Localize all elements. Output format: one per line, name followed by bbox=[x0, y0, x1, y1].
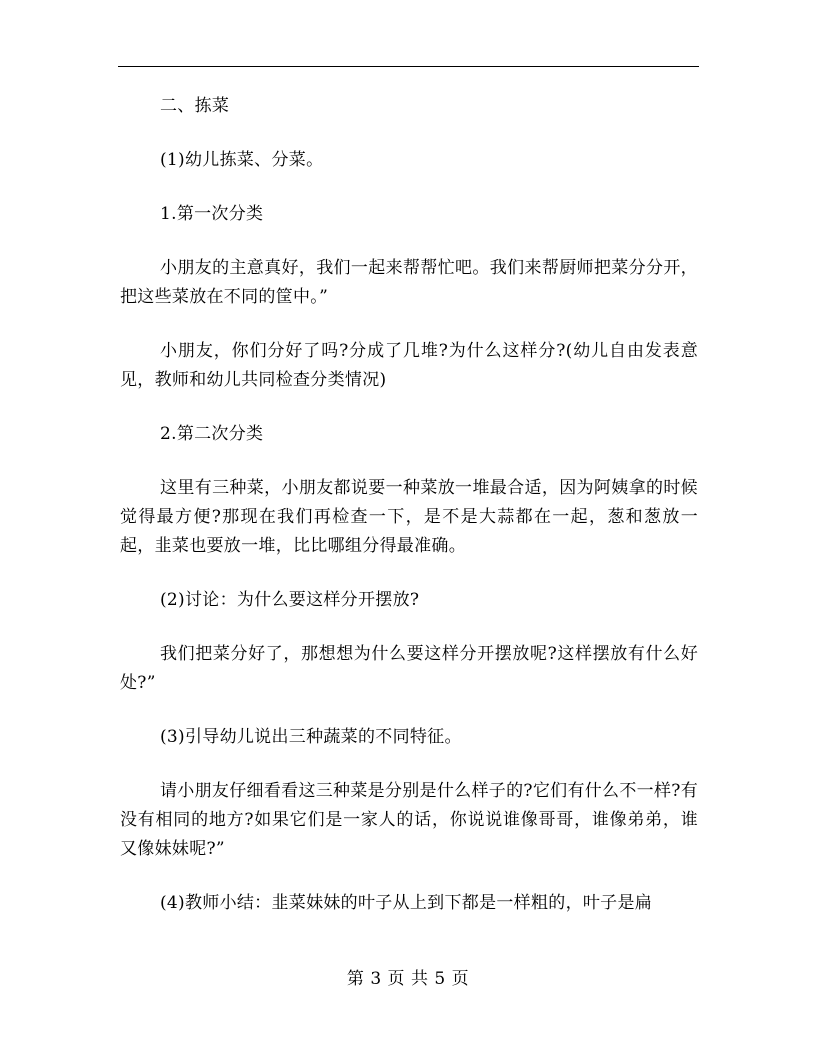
paragraph: (2)讨论：为什么要这样分开摆放? bbox=[160, 590, 420, 610]
paragraph: (1)幼儿拣菜、分菜。 bbox=[160, 150, 324, 170]
paragraph: 我们把菜分好了，那想想为什么要这样分开摆放呢?这样摆放有什么好处?” bbox=[120, 644, 698, 693]
paragraph: 小朋友的主意真好，我们一起来帮帮忙吧。我们来帮厨师把菜分分开，把这些菜放在不同的筐中。” bbox=[120, 258, 698, 307]
header-rule bbox=[118, 66, 699, 67]
section-heading: 二、拣菜 bbox=[160, 96, 230, 116]
paragraph: (3)引导幼儿说出三种蔬菜的不同特征。 bbox=[160, 727, 462, 747]
page-footer: 第 3 页 共 5 页 bbox=[346, 969, 470, 989]
paragraph: 小朋友，你们分好了吗?分成了几堆?为什么这样分?(幼儿自由发表意见，教师和幼儿共同检查分类情况) bbox=[120, 341, 698, 390]
paragraph: (4)教师小结：韭菜妹妹的叶子从上到下都是一样粗的，叶子是扁 bbox=[160, 893, 653, 913]
document-body bbox=[120, 92, 698, 918]
subheading: 1.第一次分类 bbox=[160, 204, 264, 224]
paragraph: 请小朋友仔细看看这三种菜是分别是什么样子的?它们有什么不一样?有没有相同的地方?如果它们是一家人的话，你说说谁像哥哥，谁像弟弟，谁又像妹妹呢?” bbox=[120, 781, 698, 859]
subheading: 2.第二次分类 bbox=[160, 424, 264, 444]
paragraph: 这里有三种菜，小朋友都说要一种菜放一堆最合适，因为阿姨拿的时候觉得最方便?那现在我们再检查一下，是不是大蒜都在一起，葱和葱放一起，韭菜也要放一堆，比比哪组分得最准确。 bbox=[120, 478, 698, 556]
